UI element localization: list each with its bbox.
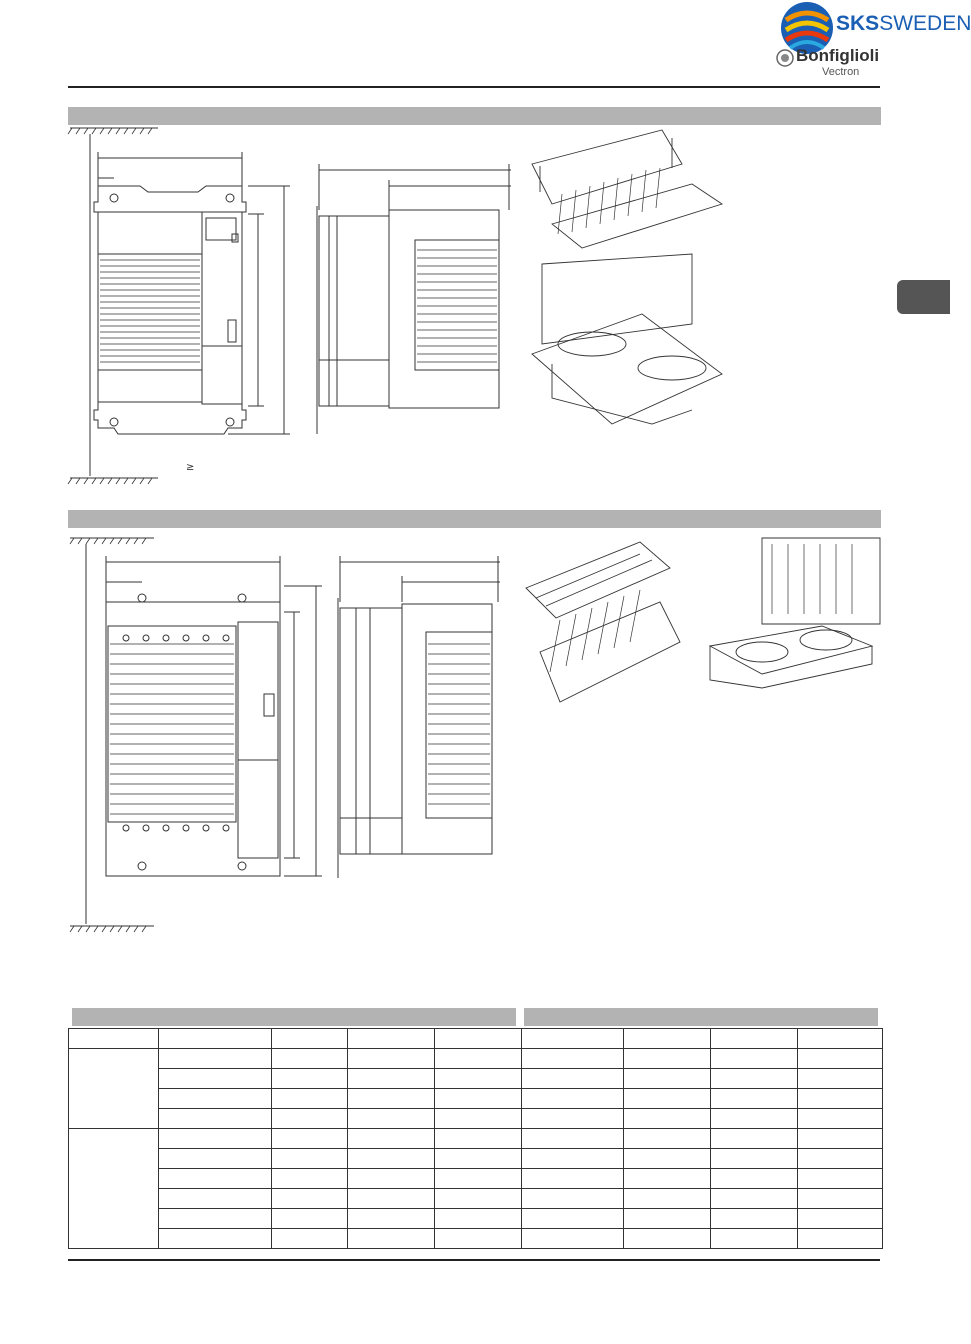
table-row xyxy=(69,1069,883,1089)
table-header-band-left xyxy=(72,1008,516,1026)
drawing-front-view-1 xyxy=(68,124,298,494)
drawing-side-view-1 xyxy=(315,160,515,440)
drawing-isometric-2b xyxy=(702,534,882,694)
table-header-band-right xyxy=(524,1008,878,1026)
group-b-cell xyxy=(69,1129,159,1249)
table-row xyxy=(69,1209,883,1229)
partner-name: Bonfiglioli xyxy=(796,46,880,65)
section-band-2 xyxy=(68,510,881,528)
drawing-isometric-2a xyxy=(520,532,690,712)
group-a-cell xyxy=(69,1049,159,1129)
table-header-row xyxy=(69,1029,883,1049)
table-row xyxy=(69,1229,883,1249)
table-row xyxy=(69,1049,883,1069)
drawing-isometric-1 xyxy=(522,124,732,434)
header-rule xyxy=(68,86,880,88)
section-band-1 xyxy=(68,107,881,125)
table-row xyxy=(69,1089,883,1109)
table-row xyxy=(69,1149,883,1169)
table-row xyxy=(69,1129,883,1149)
drawing-side-view-2 xyxy=(336,552,506,882)
footer-rule xyxy=(68,1259,880,1261)
brand-primary: SKS xyxy=(836,12,880,35)
partner-sub: Vectron xyxy=(822,66,860,78)
drawing-front-view-2 xyxy=(68,532,328,932)
bonfiglioli-gear-icon xyxy=(776,49,794,67)
chapter-tab xyxy=(897,280,950,314)
spec-table xyxy=(68,1028,883,1249)
brand-secondary: SWEDEN xyxy=(879,12,971,35)
table-row xyxy=(69,1189,883,1209)
table-row xyxy=(69,1109,883,1129)
clearance-note: ≥ xyxy=(186,462,195,473)
sks-sweden-logo xyxy=(776,0,971,84)
table-row xyxy=(69,1169,883,1189)
